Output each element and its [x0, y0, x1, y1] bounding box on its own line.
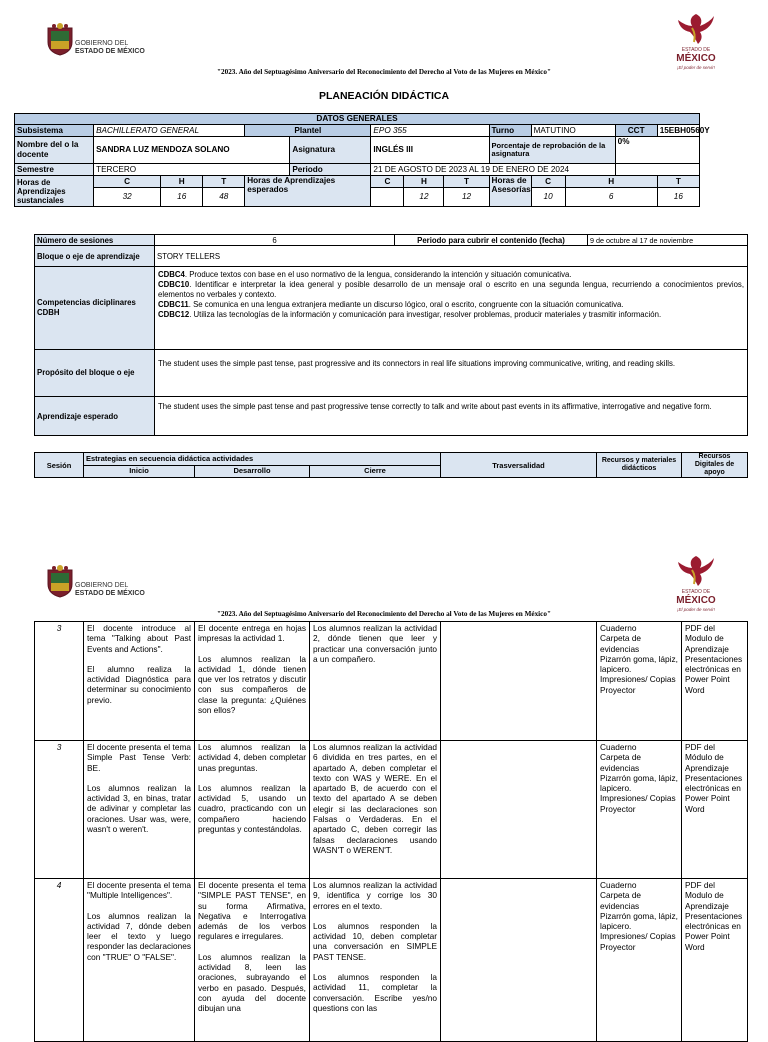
esp-c-header: C [371, 176, 404, 188]
state-shield-icon [44, 564, 76, 598]
cierre-paragraph: Los alumnos responden la actividad 10, deben completar una conversación en SIMPLE PAST TENSE. [313, 920, 437, 962]
gov-line-1: GOBIERNO DEL [75, 582, 129, 589]
ases-h-value: 6 [565, 188, 657, 207]
cierre-cell [310, 879, 441, 1042]
desarrollo-paragraph: El docente entrega en hojas impresas la actividad 1. [198, 623, 306, 644]
docente-value: SANDRA LUZ MENDOZA SOLANO [94, 137, 290, 164]
competencias-label: Competencias diciplinares CDBH [35, 267, 155, 350]
cierre-paragraph: Los alumnos responden la actividad 11, completar la conversación. Escribe yes/no questions con las [313, 972, 437, 1013]
recursos-cell: Cuaderno Carpeta de evidencias Pizarrón goma, lápiz, lapicero. Impresiones/ Copias Proyector [597, 622, 682, 741]
inicio-paragraph: Los alumnos realizan la actividad 7, dónde deben leer el texto y luego responder las declaraciones con "TRUE" O "FALSE". [87, 910, 191, 962]
edomex-tagline: ¡El poder de servir! [676, 65, 715, 70]
edomex-big: MÉXICO [676, 595, 716, 606]
subsistema-label: Subsistema [15, 125, 94, 137]
competencia-code: CDBC11 [158, 300, 189, 309]
semestre-value: TERCERO [94, 164, 290, 176]
trasversalidad-col-header: Trasversalidad [441, 453, 597, 478]
esp-h-value: 12 [404, 188, 444, 207]
estrategias-col-header: Estrategias en secuencia didáctica actividades [84, 453, 441, 466]
motto-text: "2023. Año del Septuagésimo Aniversario del Reconocimiento del Derecho al Voto de las Mujeres en México" [217, 68, 551, 76]
inicio-paragraph: Los alumnos realizan la actividad 3, en binas, tratar de adivinar y completar las oraciones. Usar was, were, wasn't o weren't. [87, 782, 191, 835]
competencia-text: . Produce textos con base en el uso normativo de la lengua, considerando la intención y situación comunicativa. [184, 270, 572, 279]
bloque-value: STORY TELLERS [155, 246, 748, 267]
desarrollo-paragraph: Los alumnos realizan la actividad 4, deben completar unas preguntas. [198, 742, 306, 773]
sust-c-value: 32 [94, 188, 161, 207]
page-1 [0, 0, 768, 510]
edomex-logo [666, 12, 726, 70]
digitales-cell: PDF del Modulo de Aprendizaje Presentaciones electrónicas en Power Point Word [682, 622, 748, 741]
competencia-item [158, 300, 744, 310]
competencia-item [158, 310, 744, 320]
ases-t-header: T [657, 176, 699, 188]
recursos-col-header: Recursos y materiales didácticos [597, 453, 682, 478]
cct-value: 15EBH0560Y [657, 125, 699, 137]
inicio-col-header: Inicio [84, 465, 195, 478]
periodo-cubrir-value: 9 de octubre al 17 de noviembre [588, 235, 748, 246]
estrategias-header-table [34, 452, 748, 478]
desarrollo-cell [195, 622, 310, 741]
sesion-cell: 4 [35, 879, 84, 1042]
inicio-cell [84, 879, 195, 1042]
page-title: PLANEACIÓN DIDÁCTICA [318, 90, 450, 102]
ases-c-value: 10 [531, 188, 565, 207]
motto-text: "2023. Año del Septuagésimo Aniversario del Reconocimiento del Derecho al Voto de las Mujeres en México" [217, 610, 551, 618]
inicio-cell [84, 741, 195, 879]
horas-asesorias-label: Horas de Asesorías [489, 176, 531, 207]
edomex-small: ESTADO DE [681, 47, 711, 53]
competencia-code: CDBC12 [158, 310, 190, 319]
sust-t-value: 48 [203, 188, 245, 207]
cierre-cell [310, 622, 441, 741]
periodo-cubrir-label: Periodo para cubrir el contenido (fecha) [395, 235, 588, 246]
state-shield-icon [44, 22, 76, 56]
inicio-paragraph: El alumno realiza la actividad Diagnóstica para determinar su conocimiento previo. [87, 663, 191, 705]
esp-t-header: T [444, 176, 489, 188]
bloque-label: Bloque o eje de aprendizaje [35, 246, 155, 267]
digitales-col-header: Recursos Digitales de apoyo [682, 453, 748, 478]
sesiones-value: 6 [155, 235, 395, 246]
inicio-paragraph: El docente presenta el tema Simple Past Tense Verb: BE. [87, 742, 191, 773]
horas-esperados-label: Horas de Aprendizajes esperados [245, 176, 371, 207]
competencia-text: . Se comunica en una lengua extranjera mediante un discurso lógico, oral o escrito, congruente con la situación comunicativa. [188, 300, 624, 309]
esp-h-header: H [404, 176, 444, 188]
desarrollo-cell [195, 741, 310, 879]
sesiones-label: Número de sesiones [35, 235, 155, 246]
sesion-col-header: Sesión [35, 453, 84, 478]
semestre-label: Semestre [15, 164, 94, 176]
competencia-code: CDBC4 [158, 270, 185, 279]
reprobacion-value: 0% [615, 137, 699, 164]
sust-c-header: C [94, 176, 161, 188]
edomex-small: ESTADO DE [681, 589, 711, 595]
sust-t-header: T [203, 176, 245, 188]
trasversalidad-cell [441, 741, 597, 879]
proposito-label: Propósito del bloque o eje [35, 350, 155, 397]
desarrollo-paragraph: El docente presenta el tema "SIMPLE PAST TENSE", en su forma Afirmativa, Negativa e Interrogativa además de los verbos regulares e irregulares. [198, 880, 306, 942]
cierre-paragraph: Los alumnos realizan la actividad 9, identifica y corrige los 30 errores en el texto. [313, 880, 437, 911]
sust-h-value: 16 [161, 188, 203, 207]
desarrollo-paragraph: Los alumnos realizan la actividad 8, leen las oraciones, subrayando el verbo en pasado. Después, con ayuda del docente dibujan una [198, 951, 306, 1014]
docente-label: Nombre del o la docente [15, 137, 94, 164]
turno-value: MATUTINO [531, 125, 615, 137]
ases-t-value: 16 [657, 188, 699, 207]
cierre-col-header: Cierre [310, 465, 441, 478]
turno-label: Turno [489, 125, 531, 137]
digitales-cell: PDF del Modulo de Aprendizaje Presentaciones electrónicas en Power Point Word [682, 879, 748, 1042]
edomex-tagline: ¡El poder de servir! [676, 607, 715, 612]
sesion-cell: 3 [35, 622, 84, 741]
desarrollo-col-header: Desarrollo [195, 465, 310, 478]
edomex-big: MÉXICO [676, 53, 716, 64]
recursos-cell: Cuaderno Carpeta de evidencias Pizarrón goma, lápiz, lapicero. Impresiones/ Copias Proyector [597, 741, 682, 879]
sust-h-header: H [161, 176, 203, 188]
inicio-cell [84, 622, 195, 741]
datos-generales-table [14, 113, 710, 207]
inicio-paragraph: El docente presenta el tema "Multiple Intelligences". [87, 880, 191, 901]
gobierno-edomex-logo [44, 22, 184, 62]
aprendizaje-label: Aprendizaje esperado [35, 397, 155, 436]
digitales-cell: PDF del Módulo de Aprendizaje Presentaciones electrónicas en Power Point Word [682, 741, 748, 879]
sesion-cell: 3 [35, 741, 84, 879]
competencia-item [158, 280, 744, 300]
activity-row [35, 879, 748, 1042]
bloque-table [34, 234, 748, 436]
ases-c-header: C [531, 176, 565, 188]
edomex-logo [666, 554, 726, 612]
asignatura-label: Asignatura [290, 137, 371, 164]
competencia-text: . Utiliza las tecnologías de la información y comunicación para investigar, resolver problemas, producir materiales y trasmitir información. [189, 310, 662, 319]
aprendizaje-value: The student uses the simple past tense and past progressive tense correctly to talk and write about past events in its affirmative, interrogative and negative form. [155, 397, 748, 436]
edomex-figure-icon [676, 554, 716, 588]
recursos-cell: Cuaderno Carpeta de evidencias Pizarrón goma, lápiz, lapicero. Impresiones/ Copias Proyector [597, 879, 682, 1042]
esp-t-value: 12 [444, 188, 489, 207]
proposito-value: The student uses the simple past tense, past progressive and its connectors in real life situations improving communicative, writing, and reading skills. [155, 350, 748, 397]
competencia-item [158, 270, 744, 280]
activity-row [35, 622, 748, 741]
datos-generales-heading: DATOS GENERALES [15, 114, 700, 125]
competencia-text: . Identificar e interpretar la idea general y posible desarrollo de un mensaje oral o escrito en una segunda lengua, recurriendo a conocimientos previos, elementos no verbales y contexto. [158, 280, 744, 299]
desarrollo-cell [195, 879, 310, 1042]
periodo-value: 21 DE AGOSTO DE 2023 AL 19 DE ENERO DE 2024 [371, 164, 615, 176]
trasversalidad-cell [441, 879, 597, 1042]
inicio-paragraph: El docente introduce al tema "Talking about Past Events and Actions". [87, 623, 191, 654]
activities-table [34, 621, 748, 1042]
desarrollo-paragraph: Los alumnos realizan la actividad 5, usando un cuadro, practicando con un compañero haciendo preguntas y contestándolas. [198, 782, 306, 835]
desarrollo-paragraph: Los alumnos realizan la actividad 1, dónde tienen que ver los retratos y discutir con sus compañeros de clase la pregunta: ¿Quiénes son ellos? [198, 653, 306, 716]
reprobacion-label: Porcentaje de reprobación de la asignatura [489, 137, 615, 164]
plantel-value: EPO 355 [371, 125, 489, 137]
ases-h-header: H [565, 176, 657, 188]
gobierno-edomex-logo [44, 564, 184, 604]
activity-row [35, 741, 748, 879]
asignatura-value: INGLÉS III [371, 137, 489, 164]
edomex-figure-icon [676, 12, 716, 46]
gov-line-1: GOBIERNO DEL [75, 40, 129, 47]
cierre-paragraph: Los alumnos realizan la actividad 6 dividida en tres partes, en el apartado A, deben completar el texto con WAS y WERE. En el apartado B, de acuerdo con el texto del apartado A se deben elegir si las declaraciones son Falsas o Verdaderas. En el apartado C, deben corregir las falsas declaraciones usando WASN'T o WEREN'T. [313, 742, 437, 855]
page-gap [0, 510, 768, 550]
gov-line-2: ESTADO DE MÉXICO [75, 48, 145, 55]
gov-line-2: ESTADO DE MÉXICO [75, 590, 145, 597]
cierre-cell [310, 741, 441, 879]
cierre-paragraph: Los alumnos realizan la actividad 2, dónde tienen que leer y practicar una conversación junto a un compañero. [313, 623, 437, 664]
subsistema-value: BACHILLERATO GENERAL [94, 125, 245, 137]
competencia-code: CDBC10 [158, 280, 190, 289]
plantel-label: Plantel [245, 125, 371, 137]
esp-c-value [371, 188, 404, 207]
horas-sustanciales-label: Horas de Aprendizajes sustanciales [15, 176, 94, 207]
trasversalidad-cell [441, 622, 597, 741]
cct-label: CCT [615, 125, 657, 137]
periodo-label: Periodo [290, 164, 371, 176]
competencias-list [155, 267, 748, 350]
